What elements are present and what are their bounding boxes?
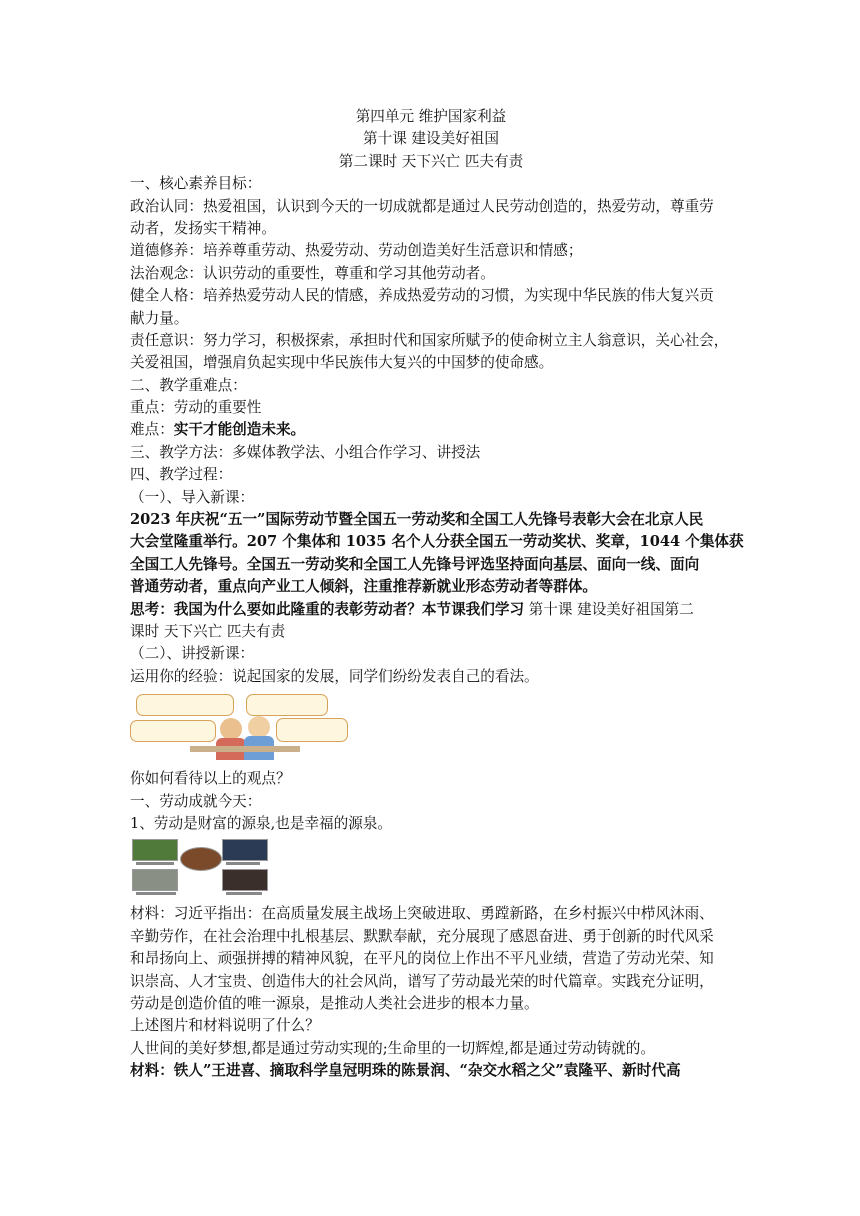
subsection-heading: 1、劳动是财富的源泉,也是幸福的源泉。 <box>130 814 393 832</box>
think-question: 思考：我国为什么要如此隆重的表彰劳动者？本节课我们学习 <box>130 600 525 618</box>
speech-bubble <box>130 720 216 742</box>
difficulty-point <box>130 419 732 441</box>
question-line: 上述图片和材料说明了什么？ <box>130 1017 320 1035</box>
methods-line: 三、教学方法：多媒体教学法、小组合作学习、讲授法 <box>130 443 481 461</box>
lesson-title: 第十课 建设美好祖国 <box>363 130 499 148</box>
material-line: 和昂扬向上、顽强拼搏的精神风貌，在平凡的岗位上作出不平凡业绩，营造了劳动光荣、知 <box>130 950 714 968</box>
photo-worker <box>222 869 268 891</box>
paragraph-line: 献力量。 <box>130 309 189 327</box>
student-figure <box>248 716 270 738</box>
labor-photos-image <box>130 839 270 897</box>
goals-heading: 一、核心素养目标： <box>130 175 262 193</box>
answer-line: 人世间的美好梦想,都是通过劳动实现的;生命里的一切辉煌,都是通过劳动铸就的。 <box>130 1039 655 1057</box>
section-heading: 一、劳动成就今天： <box>130 792 262 810</box>
intro-heading: （一）、导入新课： <box>130 488 255 506</box>
paragraph-line: 责任意识：努力学习，积极探索，承担时代和国家所赋予的使命树立主人翁意识，关心社会， <box>130 331 729 349</box>
labor-photos-collage <box>130 839 732 897</box>
paragraph-line: 健全人格：培养热爱劳动人民的情感，养成热爱劳动的习惯，为实现中华民族的伟大复兴贡 <box>130 287 714 305</box>
view-question: 你如何看待以上的观点？ <box>130 770 291 788</box>
think-lesson: 第十课 建设美好祖国第二 <box>524 600 694 618</box>
paragraph-line: 政治认同：热爱祖国，认识到今天的一切成就都是通过人民劳动创造的，热爱劳动，尊重劳 <box>130 197 714 215</box>
intro-line: 大会堂隆重举行。207 个集体和 1035 名个人分获全国五一劳动奖状、奖章，1044 个集体获 <box>130 533 744 551</box>
paragraph-line: 道德修养：培养尊重劳动、热爱劳动、劳动创造美好生活意识和情感； <box>130 242 583 260</box>
speech-bubble <box>136 694 234 716</box>
difficulty-value: 实干才能创造未来。 <box>173 421 306 439</box>
difficulty-label: 难点： <box>130 421 174 439</box>
photo-farm <box>132 839 178 861</box>
material-line: 材料：习近平指出：在高质量发展主战场上突破进取、勇蹚新路，在乡村振兴中栉风沐雨、 <box>130 905 714 923</box>
think-line <box>130 599 732 621</box>
intro-line: 全国工人先锋号。全国五一劳动奖和全国工人先锋号评选坚持面向基层、面向一线、面向 <box>130 555 700 573</box>
paragraph-line: 动者，发扬实干精神。 <box>130 219 276 237</box>
paragraph-line: 法治观念：认识劳动的重要性，尊重和学习其他劳动者。 <box>130 264 495 282</box>
paragraph-line: 关爱祖国，增强肩负起实现中华民族伟大复兴的中国梦的使命感。 <box>130 354 554 372</box>
material-line: 辛勤劳作，在社会治理中扎根基层、默默奉献，充分展现了感恩奋进、勇于创新的时代风采 <box>130 927 714 945</box>
comic-illustration <box>130 692 732 762</box>
key-point: 重点：劳动的重要性 <box>130 399 262 417</box>
process-heading: 四、教学过程： <box>130 466 233 484</box>
photo-center <box>180 847 222 871</box>
intro-line: 普通劳动者，重点向产业工人倾斜，注重推荐新就业形态劳动者等群体。 <box>130 578 598 596</box>
material-line: 识崇高、人才宝贵、创造伟大的社会风尚，谱写了劳动最光荣的时代篇章。实践充分证明， <box>130 972 714 990</box>
keypoints-heading: 二、教学重难点： <box>130 376 247 394</box>
material-line: 劳动是创造价值的唯一源泉，是推动人类社会进步的根本力量。 <box>130 994 539 1012</box>
speech-bubble <box>246 694 328 716</box>
experience-prompt: 运用你的经验：说起国家的发展，同学们纷纷发表自己的看法。 <box>130 667 539 685</box>
unit-title: 第四单元 维护国家利益 <box>355 108 507 125</box>
intro-line: 2023 年庆祝“五一”国际劳动节暨全国五一劳动奖和全国工人先锋号表彰大会在北京人民 <box>130 511 704 529</box>
photo-science <box>132 869 178 891</box>
students-discussion-image <box>130 692 346 762</box>
student-figure <box>220 718 242 740</box>
period-title: 第二课时 天下兴亡 匹夫有责 <box>338 152 524 170</box>
photo-rescue <box>222 839 268 861</box>
speech-bubble <box>276 718 348 742</box>
new-lesson-heading: （二）、讲授新课： <box>130 645 255 663</box>
material-line-bold: 材料：铁人”王进喜、摘取科学皇冠明珠的陈景润、“杂交水稻之父”袁隆平、新时代高 <box>130 1062 681 1080</box>
document-page <box>130 106 744 1082</box>
think-line-2: 课时 天下兴亡 匹夫有责 <box>130 622 286 640</box>
